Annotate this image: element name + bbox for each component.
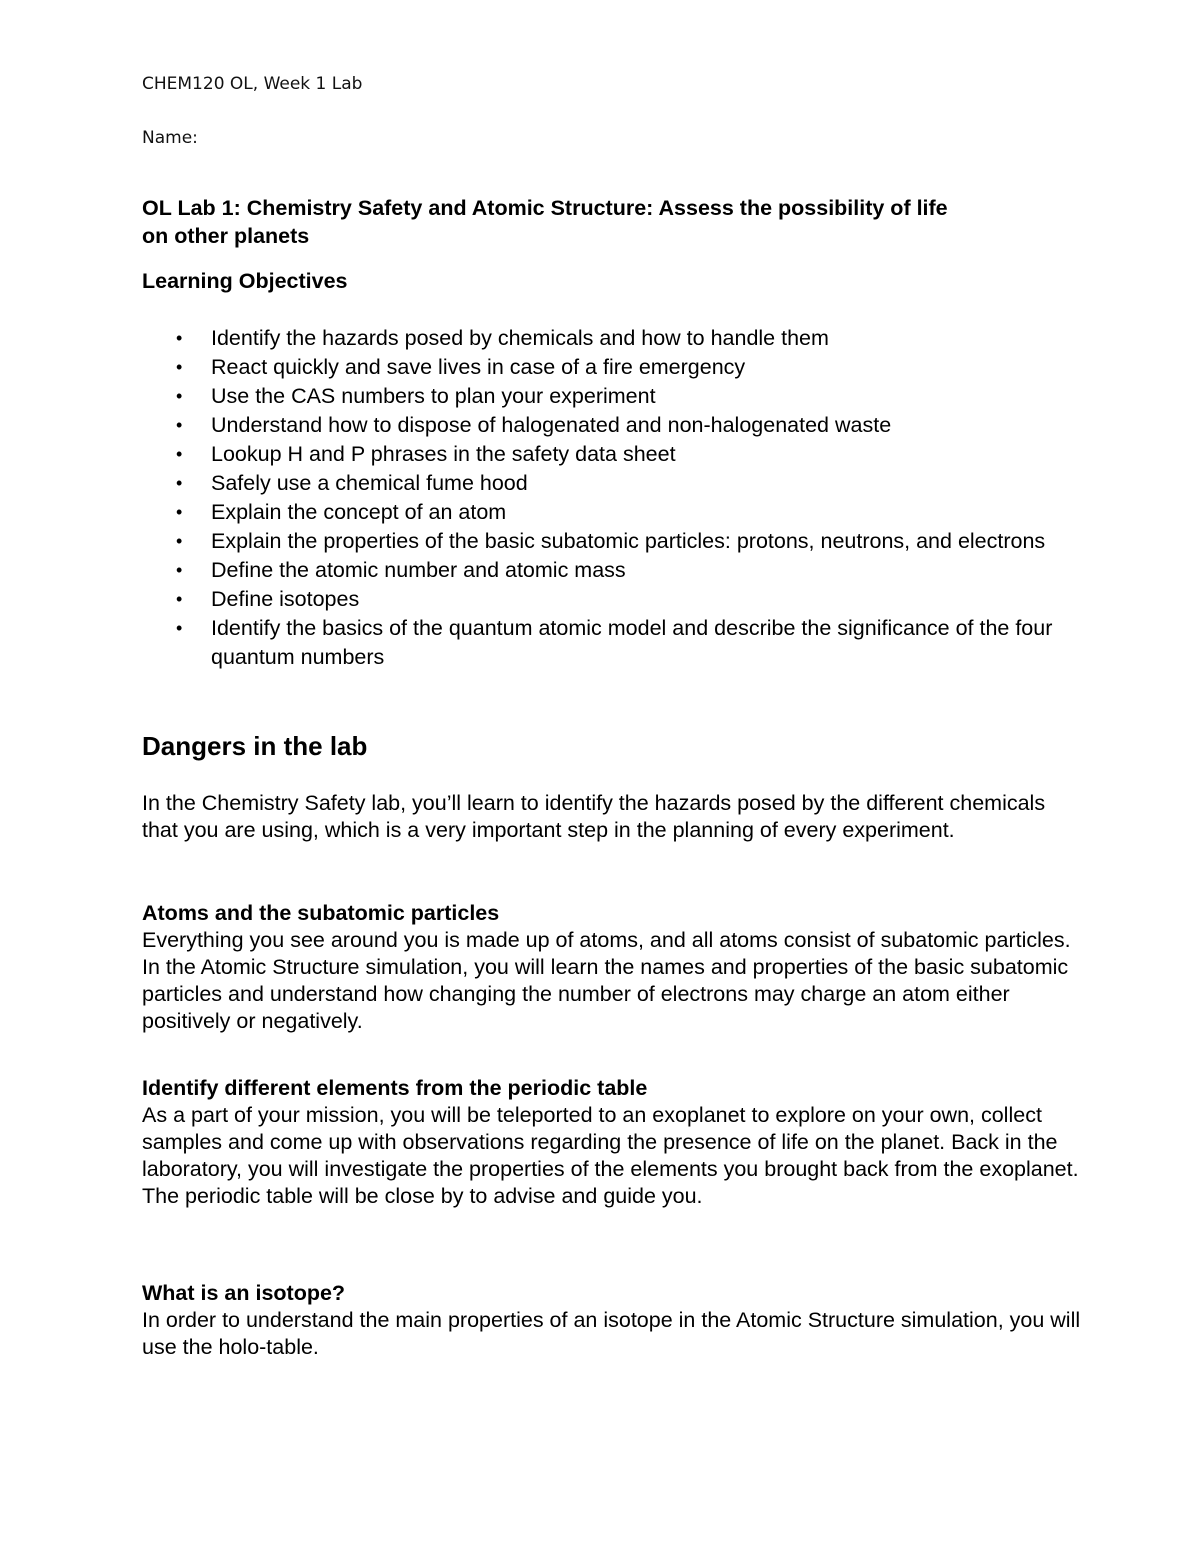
list-item: • Safely use a chemical fume hood — [142, 469, 1072, 498]
isotope-section — [142, 1280, 1082, 1361]
name-label: Name: — [142, 128, 198, 148]
bullet-icon: • — [176, 415, 183, 435]
list-item: • Lookup H and P phrases in the safety data sheet — [142, 440, 1072, 469]
bullet-icon: • — [176, 386, 183, 406]
bullet-icon: • — [176, 502, 183, 522]
list-item: • Explain the properties of the basic subatomic particles: protons, neutrons, and electrons — [142, 527, 1072, 556]
atoms-section — [142, 900, 1082, 1035]
learning-objectives-list — [142, 324, 1072, 672]
elements-paragraph: As a part of your mission, you will be teleported to an exoplanet to explore on your own, collect samples and come up with observations regarding the presence of life on the planet. Back in the laboratory, you will investigate the properties of the elements you brought back from the exoplanet. The periodic table will be close by to advise and guide you. — [142, 1103, 1079, 1208]
isotope-heading: What is an isotope? — [142, 1281, 346, 1305]
list-item: • React quickly and save lives in case of a fire emergency — [142, 353, 1072, 382]
list-item: • Understand how to dispose of halogenated and non-halogenated waste — [142, 411, 1072, 440]
elements-heading: Identify different elements from the periodic table — [142, 1076, 648, 1100]
bullet-icon: • — [176, 560, 183, 580]
atoms-heading: Atoms and the subatomic particles — [142, 901, 500, 925]
atoms-paragraph: Everything you see around you is made up of atoms, and all atoms consist of subatomic particles. In the Atomic Structure simulation, you will learn the names and properties of the basic subatomic particles and understand how changing the number of electrons may charge an atom either positively or negatively. — [142, 928, 1071, 1033]
dangers-heading: Dangers in the lab — [142, 731, 368, 761]
bullet-icon: • — [176, 589, 183, 609]
list-item: • Define the atomic number and atomic mass — [142, 556, 1072, 585]
list-item: • Identify the hazards posed by chemicals and how to handle them — [142, 324, 1072, 353]
elements-section — [142, 1075, 1082, 1210]
lab-title-line-1: OL Lab 1: Chemistry Safety and Atomic Structure: Assess the possibility of life — [142, 196, 948, 220]
bullet-icon: • — [176, 328, 183, 348]
course-header: CHEM120 OL, Week 1 Lab — [142, 74, 363, 94]
list-item: • Explain the concept of an atom — [142, 498, 1072, 527]
list-item: • Use the CAS numbers to plan your experiment — [142, 382, 1072, 411]
list-item: • Define isotopes — [142, 585, 1072, 614]
learning-objectives-heading: Learning Objectives — [142, 269, 348, 293]
bullet-icon: • — [176, 618, 183, 638]
lab-title — [142, 194, 1062, 250]
bullet-icon: • — [176, 444, 183, 464]
bullet-icon: • — [176, 473, 183, 493]
bullet-icon: • — [176, 531, 183, 551]
list-item: • Identify the basics of the quantum atomic model and describe the significance of the four quantum numbers — [176, 616, 1053, 669]
bullet-icon: • — [176, 357, 183, 377]
lab-title-line-2: on other planets — [142, 224, 310, 248]
isotope-paragraph: In order to understand the main properties of an isotope in the Atomic Structure simulation, you will use the holo-table. — [142, 1308, 1081, 1359]
dangers-paragraph: In the Chemistry Safety lab, you’ll learn to identify the hazards posed by the different chemicals that you are using, which is a very important step in the planning of every experiment. — [142, 791, 1046, 842]
